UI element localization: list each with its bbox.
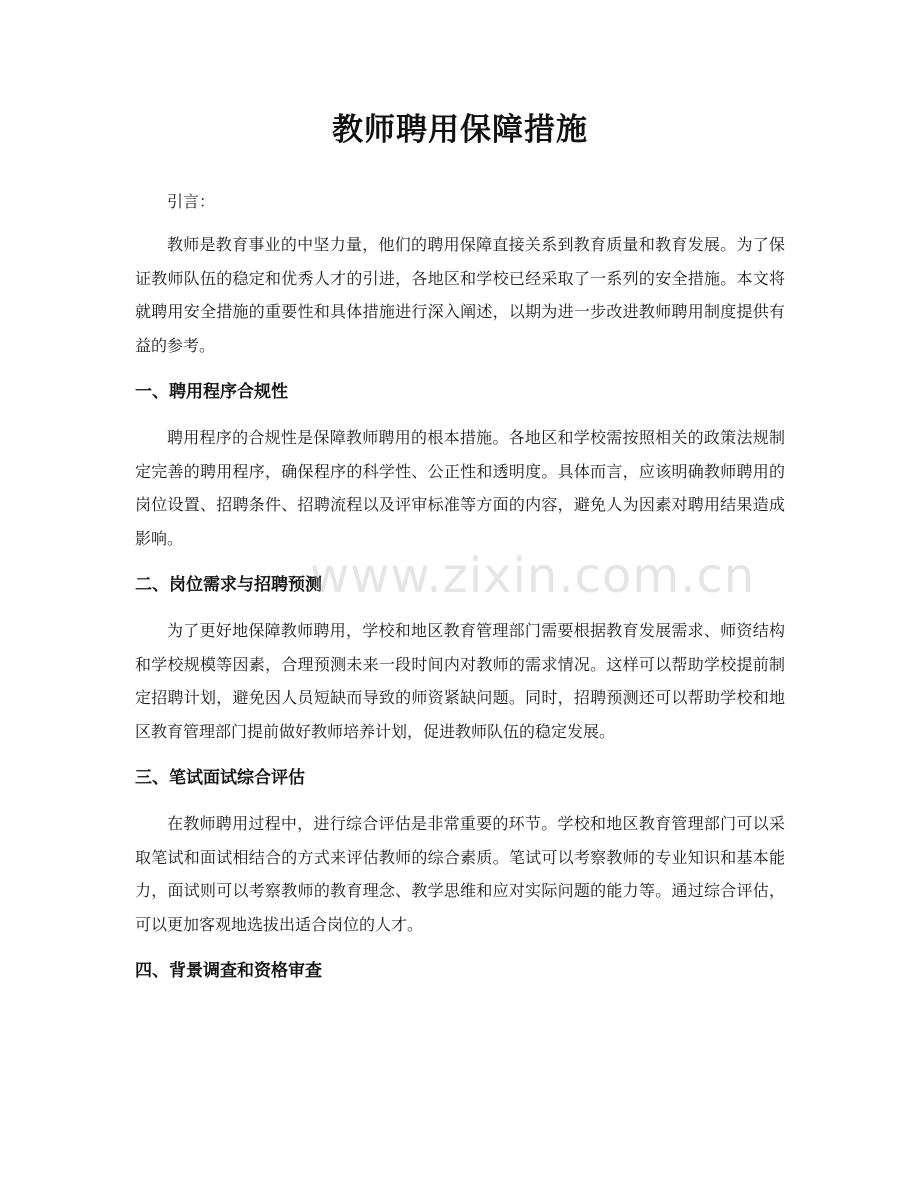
section-paragraph: 在教师聘用过程中，进行综合评估是非常重要的环节。学校和地区教育管理部门可以采取笔试和面试相结合的方式来评估教师的综合素质。笔试可以考察教师的专业知识和基本能力，面试则可以考察教师的教育理念、教学思维和应对实际问题的能力等。通过综合评估，可以更加客观地选拔出适合岗位的人才。 (135, 814, 785, 934)
section-heading: 一、聘用程序合规性 (135, 382, 288, 402)
section-heading: 四、背景调查和资格审查 (135, 961, 322, 981)
watermark: www.zixin.com.cn (310, 548, 756, 604)
section-heading: 三、笔试面试综合评估 (135, 768, 305, 788)
document-body (135, 185, 785, 986)
section-3 (135, 763, 785, 941)
section-2 (135, 570, 785, 748)
intro-label: 引言： (167, 192, 216, 211)
intro-paragraph: 教师是教育事业的中坚力量，他们的聘用保障直接关系到教育质量和教育发展。为了保证教师队伍的稳定和优秀人才的引进，各地区和学校已经采取了一系列的安全措施。本文将就聘用安全措施的重要性和具体措施进行深入阐述，以期为进一步改进教师聘用制度提供有益的参考。 (135, 235, 785, 355)
document-title: 教师聘用保障措施 (332, 112, 588, 148)
section-paragraph: 为了更好地保障教师聘用，学校和地区教育管理部门需要根据教育发展需求、师资结构和学校规模等因素，合理预测未来一段时间内对教师的需求情况。这样可以帮助学校提前制定招聘计划，避免因人员短缺而导致的师资紧缺问题。同时，招聘预测还可以帮助学校和地区教育管理部门提前做好教师培养计划，促进教师队伍的稳定发展。 (135, 621, 785, 741)
section-4 (135, 956, 785, 986)
section-paragraph: 聘用程序的合规性是保障教师聘用的根本措施。各地区和学校需按照相关的政策法规制定完善的聘用程序，确保程序的科学性、公正性和透明度。具体而言，应该明确教师聘用的岗位设置、招聘条件、招聘流程以及评审标准等方面的内容，避免人为因素对聘用结果造成影响。 (135, 428, 785, 548)
section-heading: 二、岗位需求与招聘预测 (135, 575, 322, 595)
section-1 (135, 377, 785, 555)
